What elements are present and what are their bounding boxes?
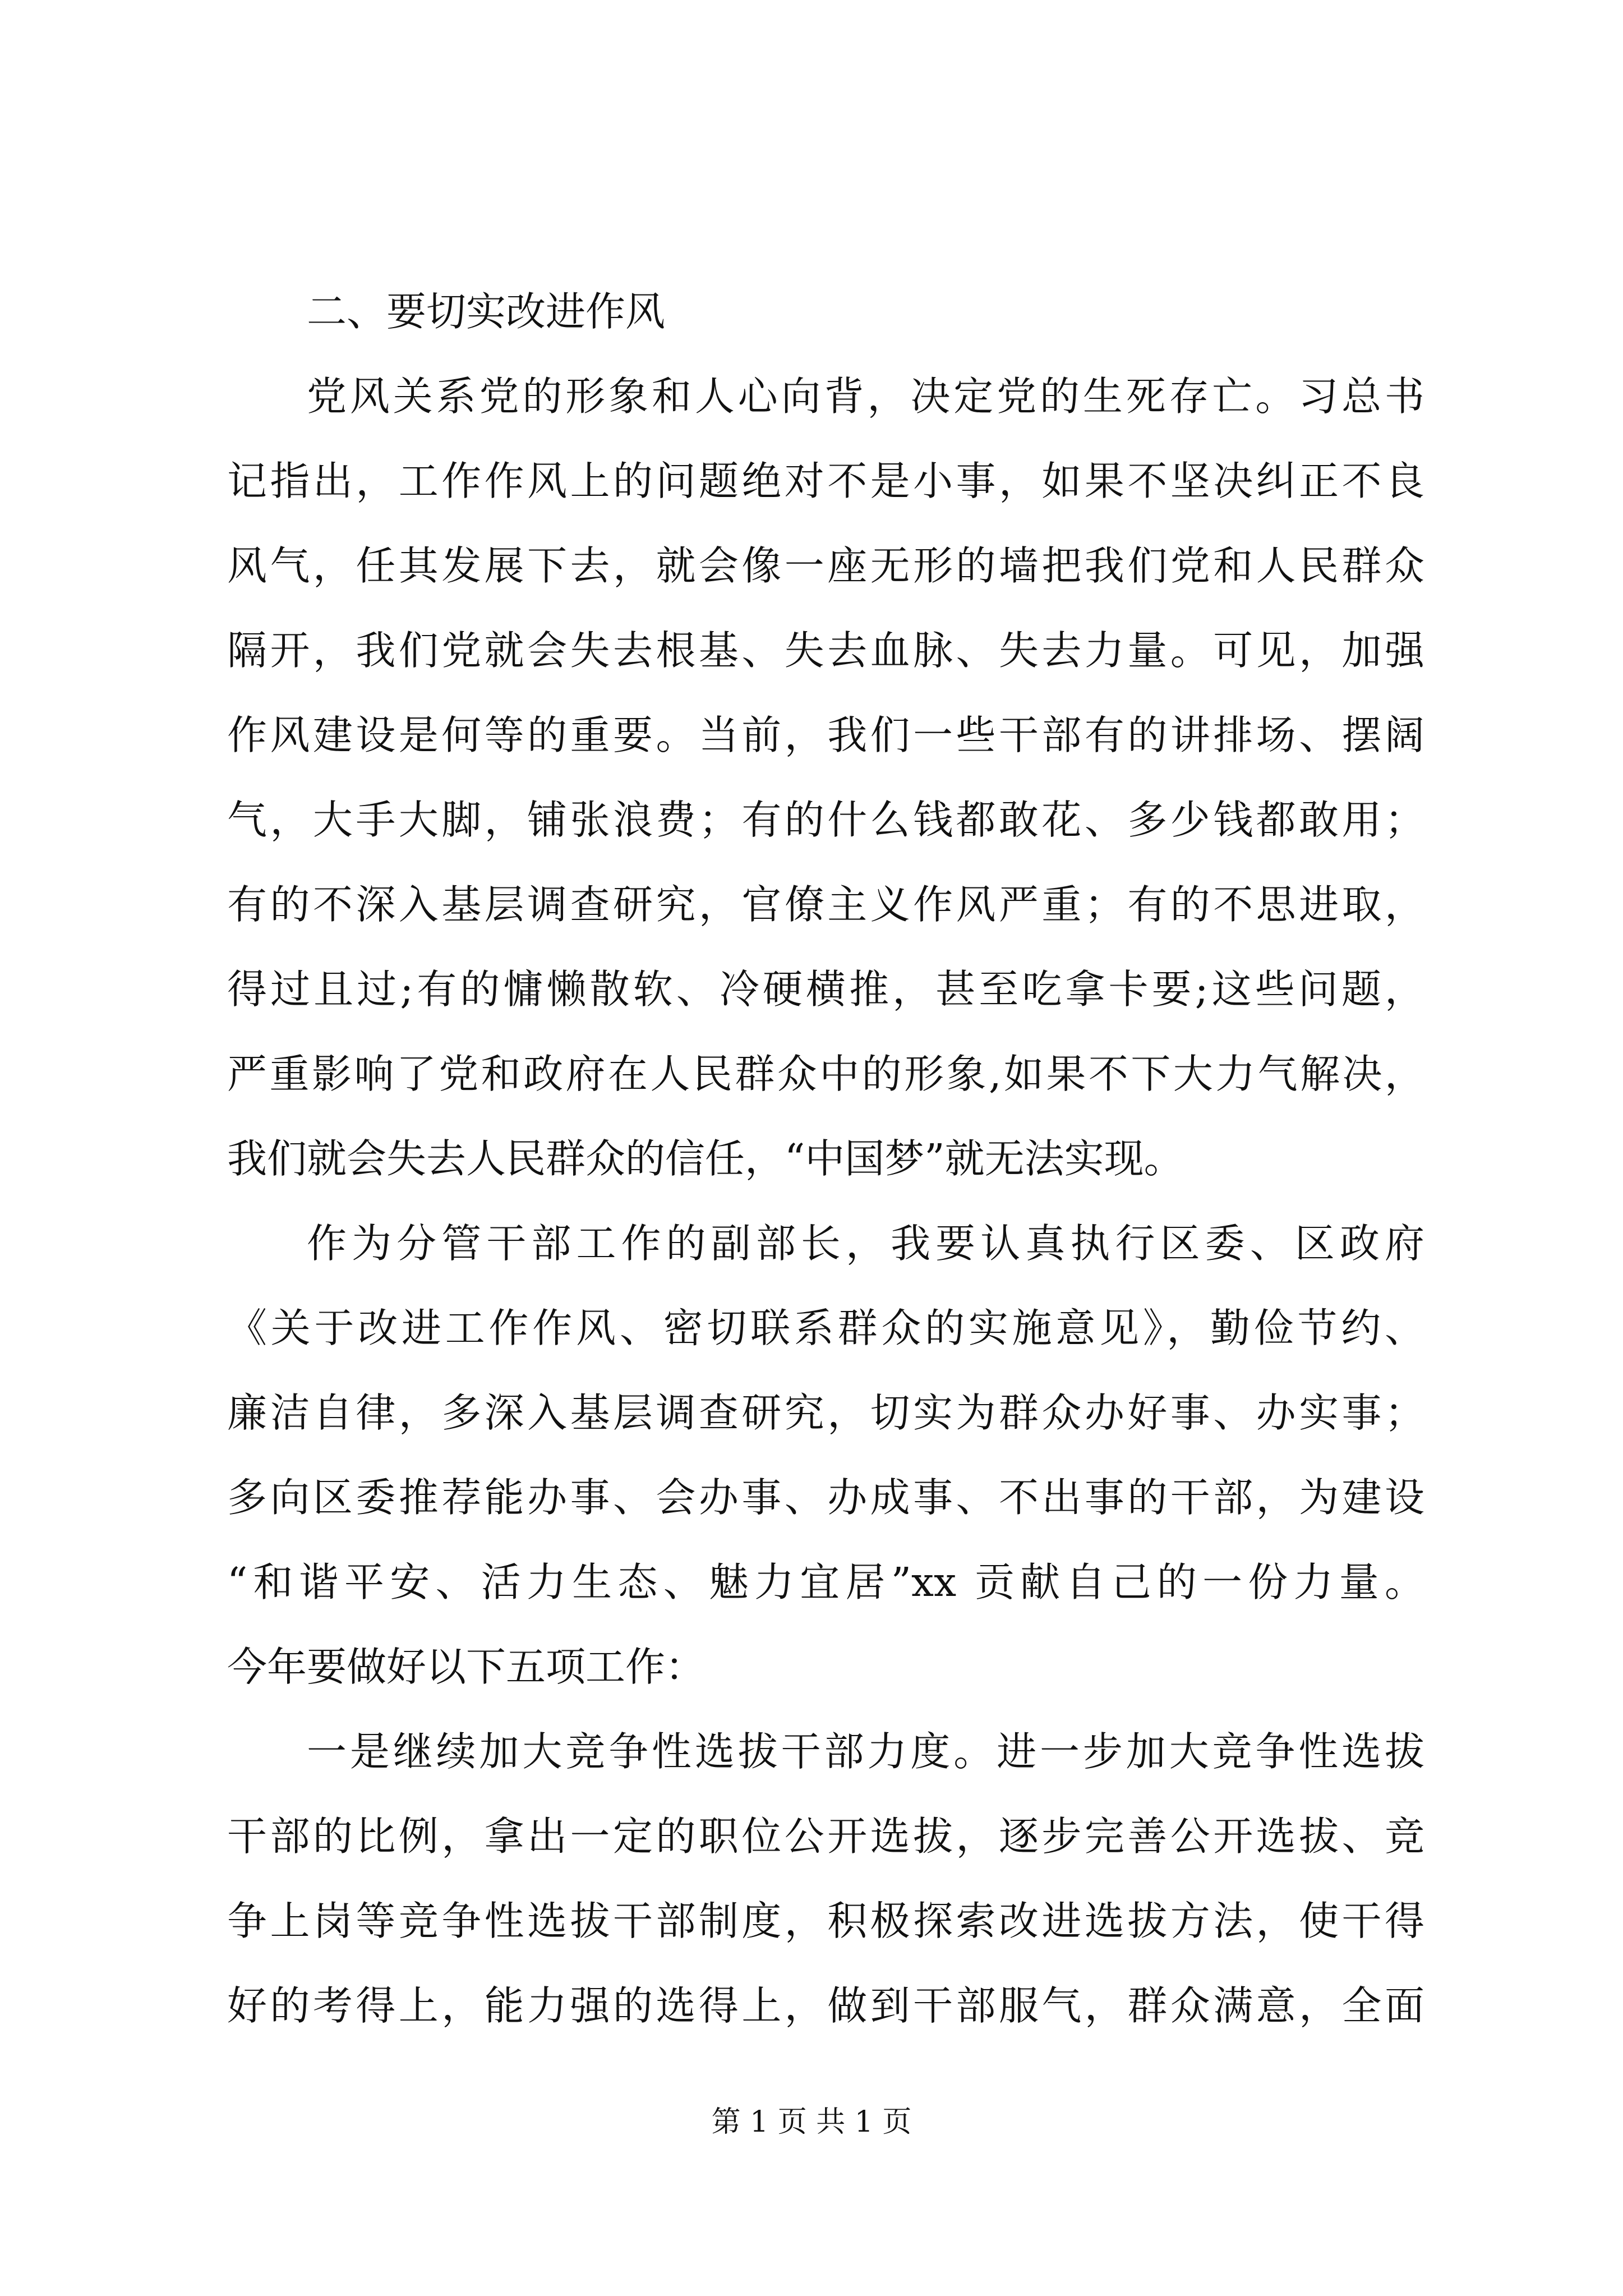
paragraph-line: 廉洁自律，多深入基层调查研究，切实为群众办好事、办实事； bbox=[227, 1389, 1424, 1436]
paragraph-line: 我们就会失去人民群众的信任，“中国梦”就无法实现。 bbox=[227, 1135, 1184, 1182]
paragraph-line: 争上岗等竞争性选拔干部制度，积极探索改进选拔方法，使干得 bbox=[227, 1898, 1424, 1944]
paragraph-line: 今年要做好以下五项工作： bbox=[227, 1644, 706, 1690]
paragraph-line: 有的不深入基层调查研究，官僚主义作风严重；有的不思进取， bbox=[227, 881, 1424, 928]
paragraph-line: 多向区委推荐能办事、会办事、办成事、不出事的干部，为建设 bbox=[227, 1474, 1424, 1521]
paragraph-line: 一是继续加大竞争性选拔干部力度。进一步加大竞争性选拔 bbox=[307, 1728, 1424, 1775]
paragraph-line: 隔开，我们党就会失去根基、失去血脉、失去力量。可见，加强 bbox=[227, 627, 1424, 674]
paragraph-line: 严重影响了党和政府在人民群众中的形象,如果不下大力气解决， bbox=[227, 1051, 1424, 1097]
page-footer: 第 1 页 共 1 页 bbox=[711, 2105, 912, 2139]
paragraph-line: 气，大手大脚，铺张浪费；有的什么钱都敢花、多少钱都敢用； bbox=[227, 797, 1424, 843]
paragraph-line: 好的考得上，能力强的选得上，做到干部服气，群众满意，全面 bbox=[227, 1982, 1424, 2029]
paragraph-line: 记指出，工作作风上的问题绝对不是小事，如果不坚决纠正不良 bbox=[227, 458, 1424, 504]
paragraph-line: 党风关系党的形象和人心向背，决定党的生死存亡。习总书 bbox=[307, 373, 1424, 420]
paragraph-line: “和谐平安、活力生态、魅力宜居”xx 贡献自己的一份力量。 bbox=[227, 1559, 1424, 1605]
paragraph-line: 得过且过;有的慵懒散软、冷硬横推，甚至吃拿卡要;这些问题， bbox=[227, 966, 1424, 1013]
section-heading: 二、要切实改进作风 bbox=[307, 288, 666, 335]
paragraph-line: 作为分管干部工作的副部长，我要认真执行区委、区政府 bbox=[307, 1220, 1424, 1267]
paragraph-line: 《关于改进工作作风、密切联系群众的实施意见》，勤俭节约、 bbox=[227, 1305, 1424, 1351]
document-body bbox=[227, 269, 1424, 2048]
paragraph-line: 作风建设是何等的重要。当前，我们一些干部有的讲排场、摆阔 bbox=[227, 712, 1424, 758]
paragraph-line: 风气，任其发展下去，就会像一座无形的墙把我们党和人民群众 bbox=[227, 542, 1424, 589]
paragraph-line: 干部的比例，拿出一定的职位公开选拔，逐步完善公开选拔、竞 bbox=[227, 1813, 1424, 1860]
